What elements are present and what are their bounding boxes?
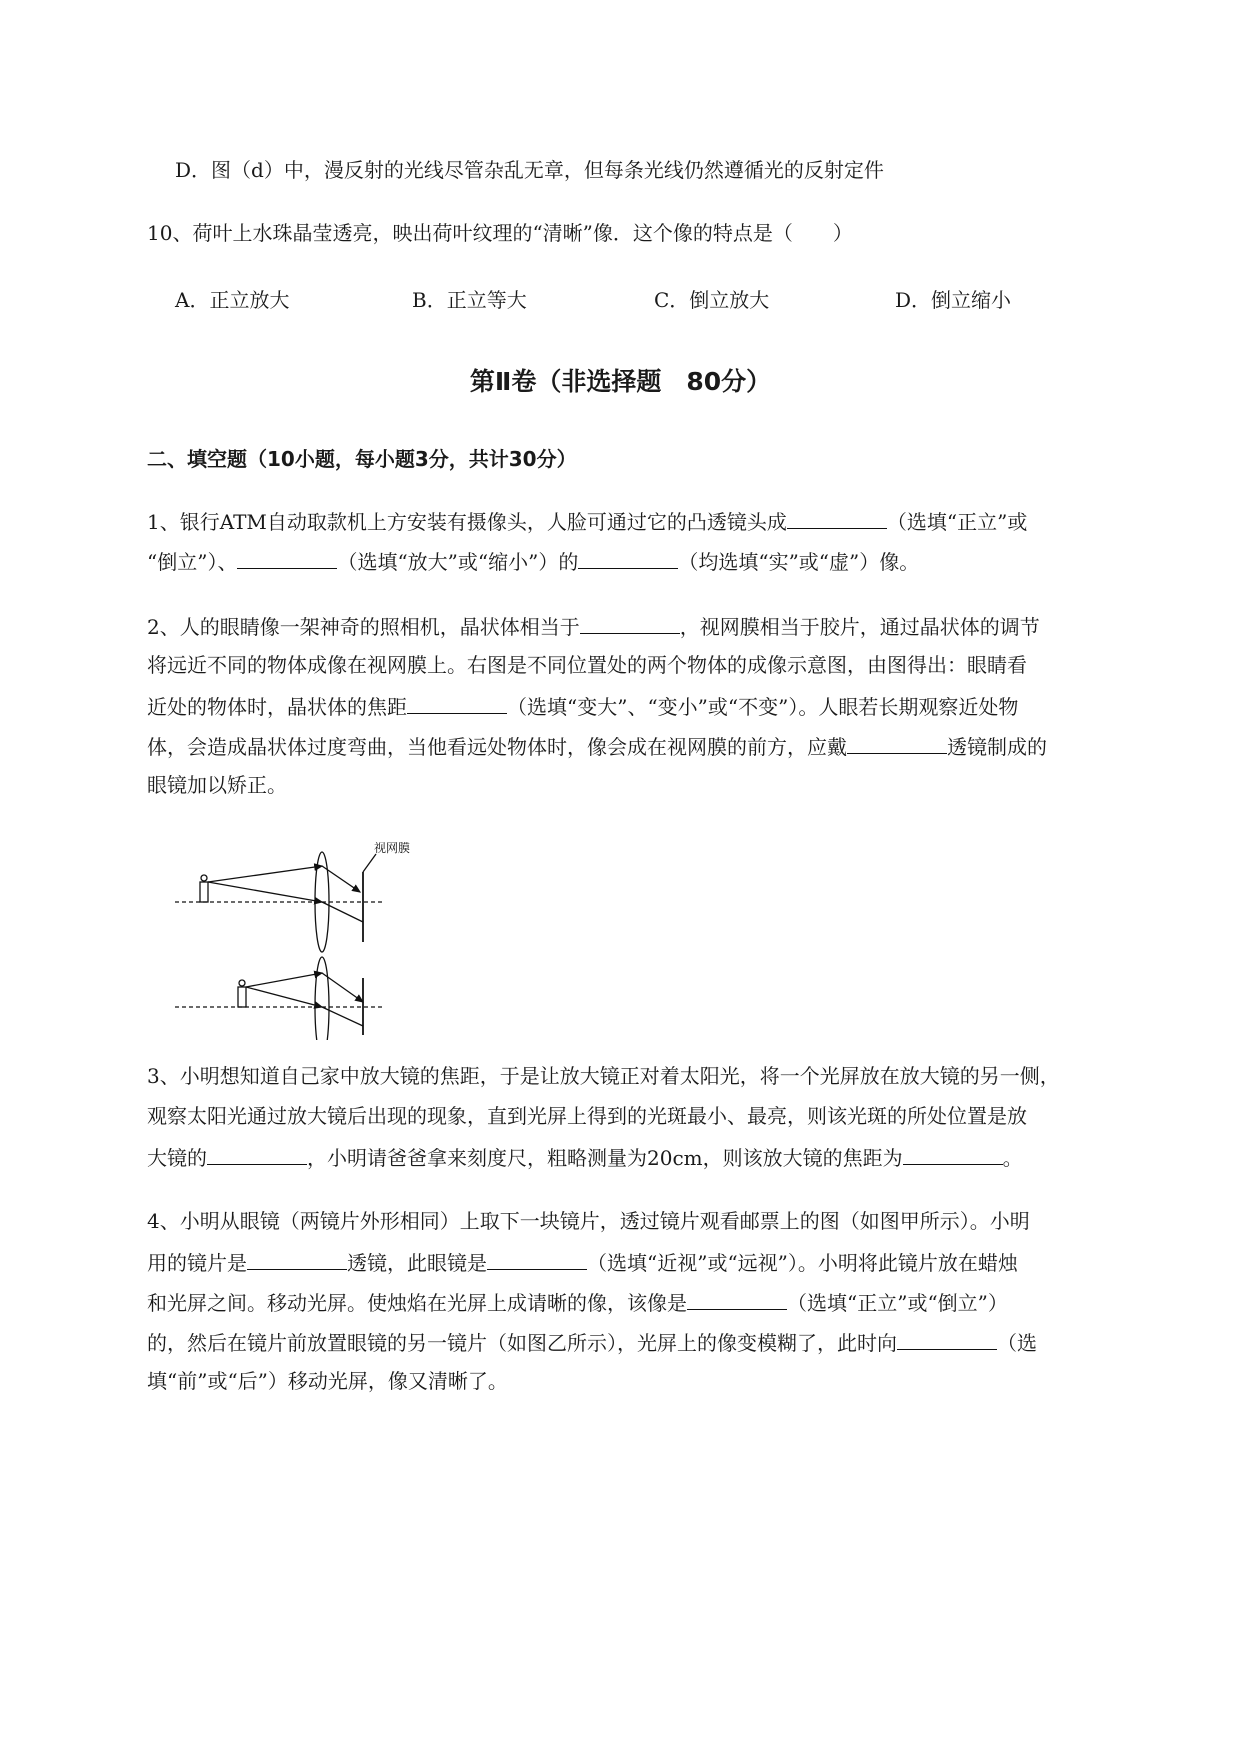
q2-line-1 [147, 611, 1040, 641]
q4-text-3b: （选填“正立”或“倒立”） [787, 1291, 1008, 1315]
q2-text-3b: （选填“变大”、“变小”或“不变”）。人眼若长期观察近处物 [507, 695, 1019, 719]
q1-text-1a: 1、银行ATM自动取款机上方安装有摄像头，人脸可通过它的凸透镜头成 [147, 510, 787, 534]
section-title: 第Ⅱ卷（非选择题 80分） [469, 367, 772, 396]
q2-line-3 [147, 691, 1018, 721]
q4-text-2b: 透镜，此眼镜是 [347, 1251, 487, 1275]
q3-line-3 [147, 1142, 1023, 1172]
eye-imaging-figure [170, 830, 470, 1040]
q10-option-a: A．正立放大 [175, 288, 290, 312]
part-heading: 二、填空题（10小题，每小题3分，共计30分） [147, 447, 577, 471]
q2-blank-2[interactable] [407, 691, 507, 714]
q1-line-2 [147, 546, 919, 576]
q4-line-2 [147, 1247, 1018, 1277]
q4-blank-2[interactable] [487, 1247, 587, 1270]
object-near-icon [238, 987, 246, 1007]
q10-option-b: B．正立等大 [412, 288, 527, 312]
q4-text-2c: （选填“近视”或“远视”）。小明将此镜片放在蜡烛 [587, 1251, 1018, 1275]
q10-option-c: C．倒立放大 [654, 288, 770, 312]
q1-text-2b: （选填“放大”或“缩小”）的 [337, 550, 579, 574]
q4-blank-3[interactable] [687, 1287, 787, 1310]
q4-text-3a: 和光屏之间。移动光屏。使烛焰在光屏上成请晰的像，该像是 [147, 1291, 687, 1315]
q4-blank-4[interactable] [897, 1327, 997, 1350]
lower-diagram [175, 957, 385, 1040]
upper-diagram [175, 852, 385, 952]
q10-stem: 10、荷叶上水珠晶莹透亮，映出荷叶纹理的“清晰”像．这个像的特点是（ ） [147, 221, 853, 245]
lens-lower [315, 957, 329, 1040]
q2-blank-1[interactable] [580, 611, 680, 634]
q1-text-2a: “倒立”）、 [147, 550, 238, 574]
flame-icon [239, 980, 245, 986]
retina-label: 视网膜 [374, 841, 411, 855]
q2-text-1b: ，视网膜相当于胶片，通过晶状体的调节 [679, 615, 1040, 639]
q1-blank-3[interactable] [578, 546, 678, 569]
q3-line-1: 3、小明想知道自己家中放大镜的焦距，于是让放大镜正对着太阳光，将一个光屏放在放大镜的另一侧， [147, 1064, 1060, 1088]
q2-line-2: 将远近不同的物体成像在视网膜上。右图是不同位置处的两个物体的成像示意图，由图得出：眼睛看 [147, 653, 1027, 677]
q3-line-2: 观察太阳光通过放大镜后出现的现象，直到光屏上得到的光斑最小、最亮，则该光斑的所处位置是放 [147, 1104, 1027, 1128]
q4-text-4a: 的，然后在镜片前放置眼镜的另一镜片（如图乙所示），光屏上的像变模糊了，此时向 [147, 1331, 897, 1355]
q4-line-3 [147, 1287, 1008, 1317]
flame-icon [201, 875, 207, 881]
q10-option-d: D．倒立缩小 [895, 288, 1012, 312]
q2-text-3a: 近处的物体时，晶状体的焦距 [147, 695, 407, 719]
q1-blank-2[interactable] [237, 546, 337, 569]
object-far-icon [200, 882, 208, 902]
q1-line-1 [147, 506, 1027, 536]
q4-line-1: 4、小明从眼镜（两镜片外形相同）上取下一块镜片，透过镜片观看邮票上的图（如图甲所示）。小明 [147, 1209, 1030, 1233]
q4-text-2a: 用的镜片是 [147, 1251, 247, 1275]
q2-line-5: 眼镜加以矫正。 [147, 773, 287, 797]
q2-blank-3[interactable] [847, 731, 947, 754]
q1-text-1b: （选填“正立”或 [886, 510, 1028, 534]
q3-text-3c: 。 [1002, 1146, 1023, 1170]
q3-blank-2[interactable] [903, 1142, 1003, 1165]
q9-option-d: D．图（d）中，漫反射的光线尽管杂乱无章，但每条光线仍然遵循光的反射定件 [175, 158, 884, 182]
q1-text-2c: （均选填“实”或“虚”）像。 [678, 550, 920, 574]
q2-text-1a: 2、人的眼睛像一架神奇的照相机，晶状体相当于 [147, 615, 580, 639]
q3-text-3a: 大镜的 [147, 1146, 207, 1170]
q2-line-4 [147, 731, 1047, 761]
q2-text-4b: 透镜制成的 [947, 735, 1047, 759]
q3-blank-1[interactable] [207, 1142, 307, 1165]
q2-text-4a: 体，会造成晶状体过度弯曲，当他看远处物体时，像会成在视网膜的前方，应戴 [147, 735, 847, 759]
q4-line-4 [147, 1327, 1037, 1357]
q4-line-5: 填“前”或“后”）移动光屏，像又清晰了。 [147, 1369, 508, 1393]
q4-text-4b: （选 [997, 1331, 1037, 1355]
q1-blank-1[interactable] [787, 506, 887, 529]
q3-text-3b: ，小明请爸爸拿来刻度尺，粗略测量为20cm，则该放大镜的焦距为 [307, 1146, 903, 1170]
q4-blank-1[interactable] [247, 1247, 347, 1270]
